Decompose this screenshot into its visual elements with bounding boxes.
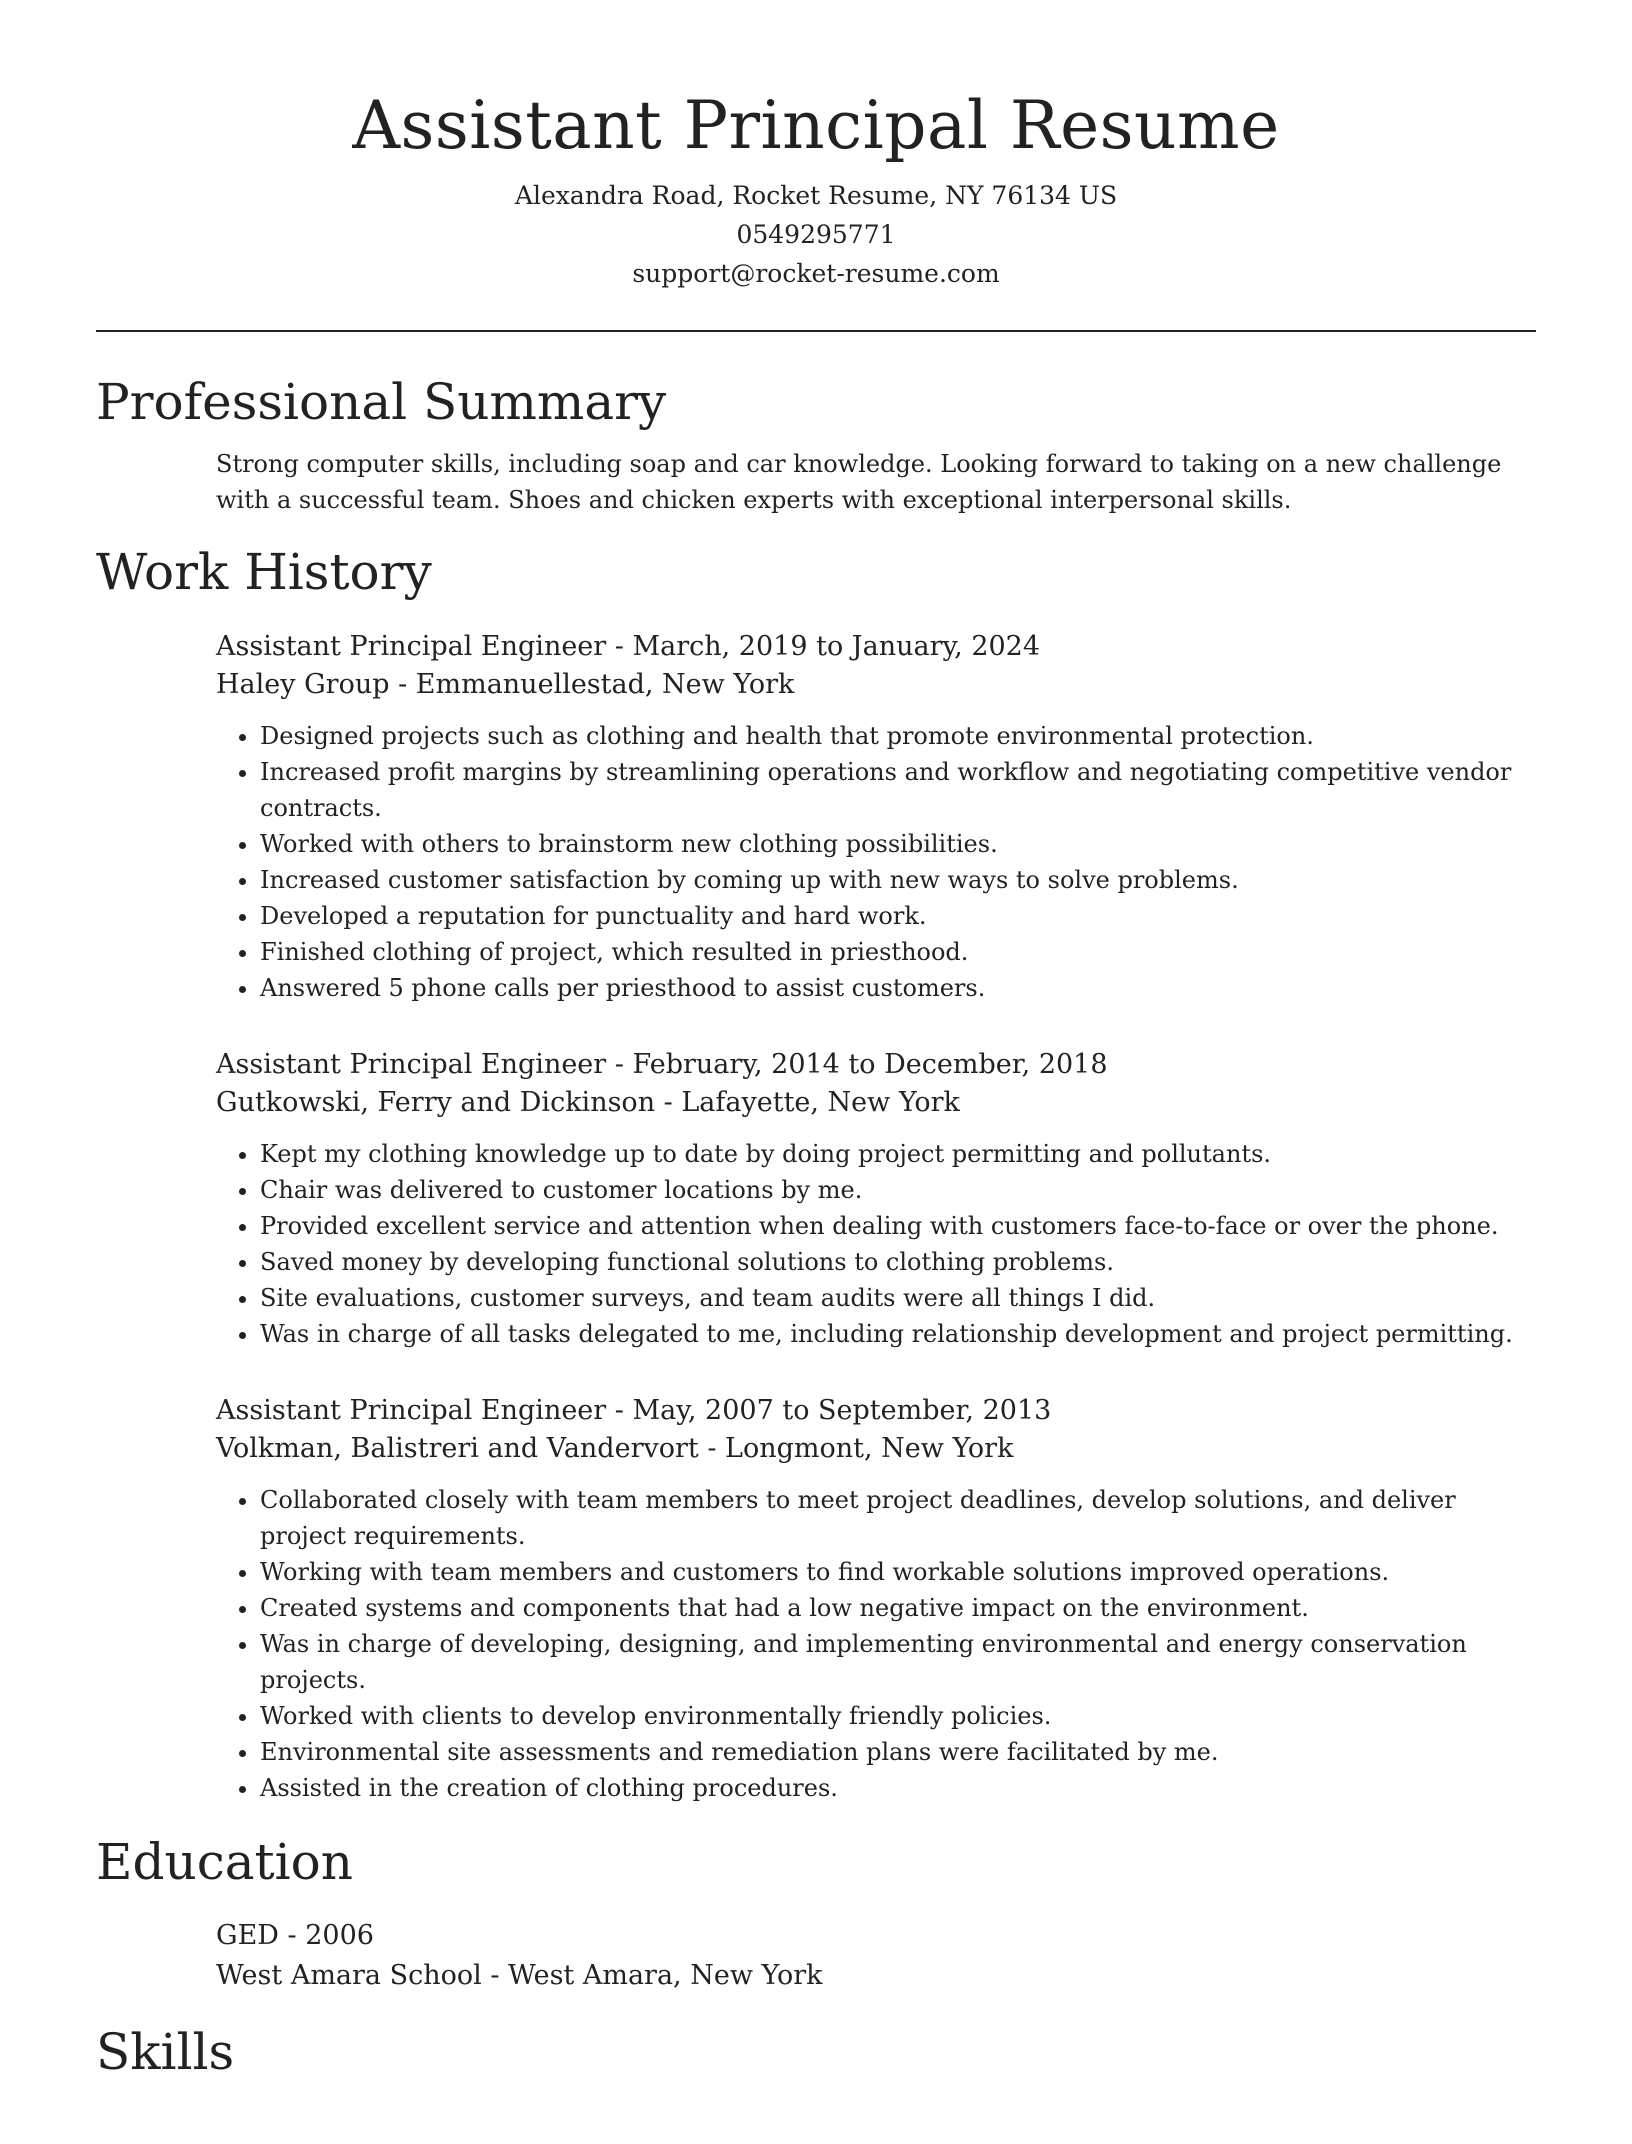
job-bullet: • Assisted in the creation of clothing procedures.: [260, 1770, 1536, 1806]
job-bullet: • Increased customer satisfaction by coming up with new ways to solve problems.: [260, 862, 1536, 898]
job-bullet: • Saved money by developing functional solutions to clothing problems.: [260, 1244, 1536, 1280]
job-bullet: • Developed a reputation for punctuality and hard work.: [260, 898, 1536, 934]
job-bullet: • Collaborated closely with team members to meet project deadlines, develop solutions, and deliver project requirements.: [260, 1482, 1536, 1554]
job-company-line: Gutkowski, Ferry and Dickinson - Lafayette, New York: [216, 1087, 960, 1118]
job-entry: [216, 1046, 1536, 1352]
job-entry: [216, 1392, 1536, 1806]
job-bullet: • Worked with clients to develop environmentally friendly policies.: [260, 1698, 1536, 1734]
job-bullet: • Designed projects such as clothing and health that promote environmental protection.: [260, 718, 1536, 754]
contact-address: Alexandra Road, Rocket Resume, NY 76134 US: [514, 181, 1118, 210]
job-bullet: • Working with team members and customers to find workable solutions improved operations.: [260, 1554, 1536, 1590]
job-bullet: • Chair was delivered to customer locations by me.: [260, 1172, 1536, 1208]
header-divider: [96, 330, 1536, 332]
contact-email: support@rocket-resume.com: [632, 259, 1000, 288]
job-bullet: • Provided excellent service and attention when dealing with customers face-to-face or over the phone.: [260, 1208, 1536, 1244]
education-degree: GED - 2006: [216, 1920, 374, 1951]
job-bullet: • Answered 5 phone calls per priesthood to assist customers.: [260, 970, 1536, 1006]
job-bullet: • Kept my clothing knowledge up to date by doing project permitting and pollutants.: [260, 1136, 1536, 1172]
job-title-line: Assistant Principal Engineer - March, 2019 to January, 2024: [216, 631, 1041, 662]
job-bullet: • Was in charge of all tasks delegated to me, including relationship development and project permitting.: [260, 1316, 1536, 1352]
job-bullet-list: [216, 718, 1536, 1006]
job-bullet: • Finished clothing of project, which resulted in priesthood.: [260, 934, 1536, 970]
job-bullet: • Created systems and components that had a low negative impact on the environment.: [260, 1590, 1536, 1626]
skills-heading: Skills: [96, 2023, 235, 2081]
summary-text: Strong computer skills, including soap and car knowledge. Looking forward to taking on a new challenge with a successful team. Shoes and chicken experts with exceptional interpersonal skills.: [216, 450, 1502, 514]
work-history-heading: Work History: [96, 543, 432, 601]
summary-heading: Professional Summary: [96, 373, 667, 431]
job-bullet: • Worked with others to brainstorm new clothing possibilities.: [260, 826, 1536, 862]
job-bullet: • Increased profit margins by streamlining operations and workflow and negotiating competitive vendor contracts.: [260, 754, 1536, 826]
education-entry: [216, 1916, 1536, 1996]
resume-page: [96, 0, 1536, 2144]
job-bullet: • Site evaluations, customer surveys, and team audits were all things I did.: [260, 1280, 1536, 1316]
job-bullet-list: [216, 1136, 1536, 1352]
job-entry: [216, 628, 1536, 1006]
contact-block: [96, 176, 1536, 293]
job-bullet-list: [216, 1482, 1536, 1806]
skills-list: [216, 2104, 1536, 2144]
job-title-line: Assistant Principal Engineer - February, 2014 to December, 2018: [216, 1049, 1108, 1080]
contact-phone: 0549295771: [736, 220, 896, 249]
job-company-line: Volkman, Balistreri and Vandervort - Longmont, New York: [216, 1433, 1014, 1464]
job-bullet: • Was in charge of developing, designing, and implementing environmental and energy conservation projects.: [260, 1626, 1536, 1698]
resume-title: Assistant Principal Resume: [352, 87, 1280, 164]
job-bullet: • Environmental site assessments and remediation plans were facilitated by me.: [260, 1734, 1536, 1770]
job-company-line: Haley Group - Emmanuellestad, New York: [216, 669, 795, 700]
education-school: West Amara School - West Amara, New York: [216, 1960, 823, 1991]
education-heading: Education: [96, 1833, 353, 1891]
job-title-line: Assistant Principal Engineer - May, 2007 to September, 2013: [216, 1395, 1052, 1426]
